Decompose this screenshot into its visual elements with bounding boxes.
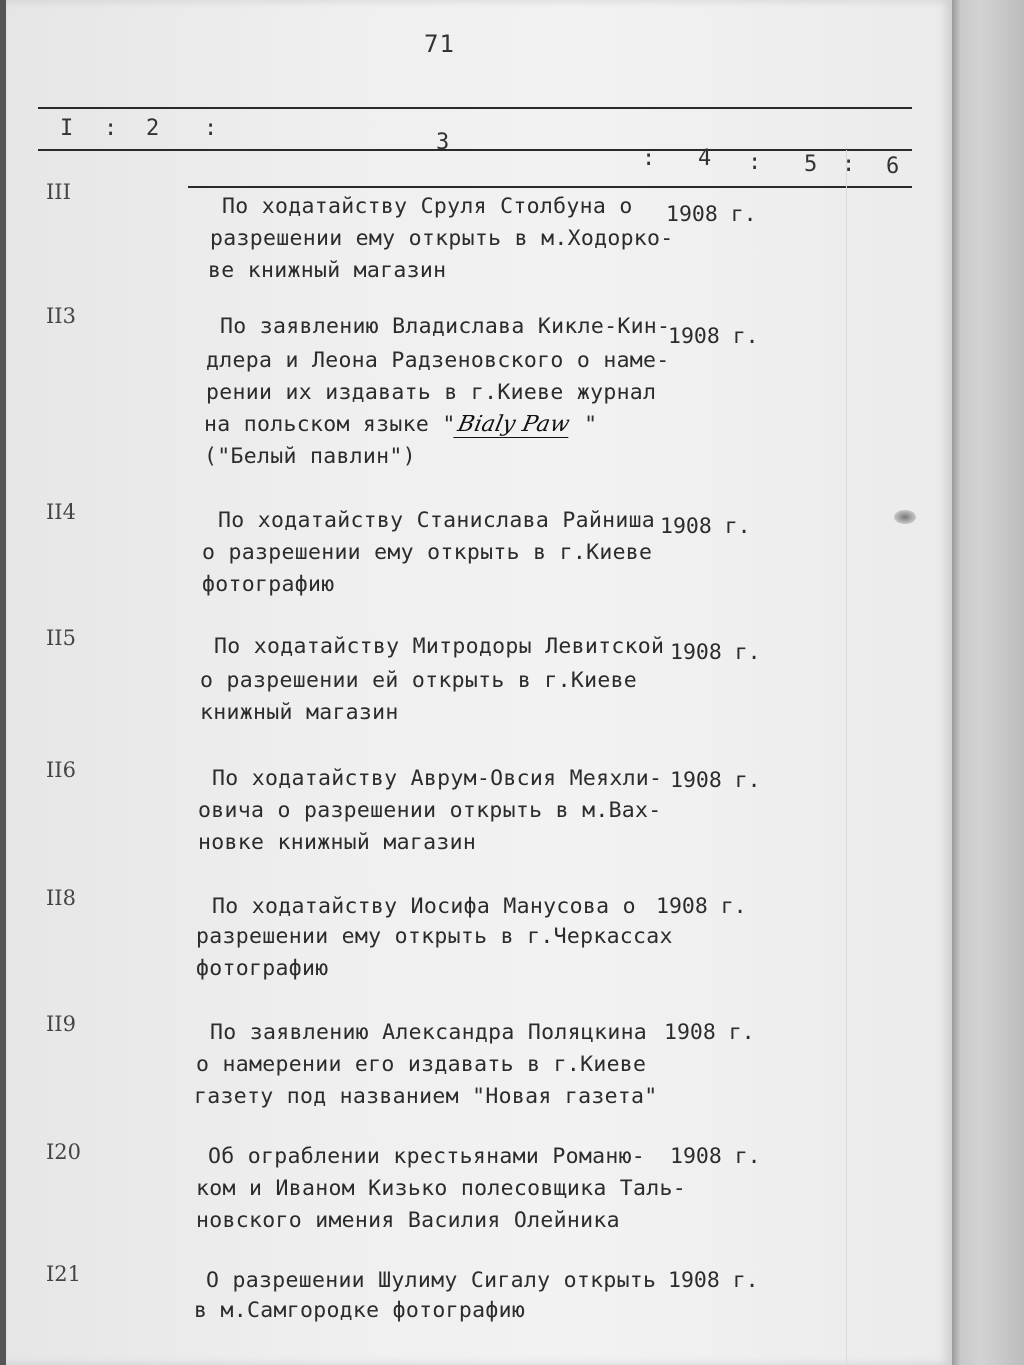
entry-year: 1908 г. — [666, 202, 757, 227]
entry-number: II9 — [46, 1012, 76, 1036]
entry-text-line: разрешении ему открыть в м.Ходорко- — [210, 226, 674, 251]
header-rule-under — [188, 186, 912, 188]
column-separator: : — [748, 150, 762, 175]
entry-text-line: По ходатайству Митродоры Левитской — [214, 634, 665, 659]
entry-number: II4 — [46, 500, 76, 524]
entry-text-line: О разрешении Шулиму Сигалу открыть — [206, 1268, 657, 1293]
entry-text-line: фотографию — [202, 572, 335, 597]
entry-text-line: новке книжный магазин — [198, 830, 477, 855]
header-rule-top — [38, 107, 912, 109]
entry-text-line: овича о разрешении открыть в м.Вах- — [198, 798, 662, 823]
entry-number: II8 — [46, 886, 76, 910]
entry-text-line: новского имения Василия Олейника — [196, 1208, 620, 1233]
entry-text-line: Об ограблении крестьянами Романю- — [208, 1144, 646, 1169]
header-rule-bottom — [38, 149, 912, 151]
entry-year: 1908 г. — [656, 894, 747, 919]
page-number: 71 — [424, 30, 455, 58]
entry-text-line: По ходатайству Станислава Райниша — [218, 508, 656, 533]
column-separator: : — [104, 116, 118, 141]
entry-text-line: По заявлению Владислава Кикле-Кин- — [220, 314, 671, 339]
entry-number: I21 — [46, 1262, 82, 1286]
entry-text-line: фотографию — [196, 956, 329, 981]
entry-text-line: о разрешении ему открыть в г.Киеве — [202, 540, 653, 565]
ink-smudge — [894, 510, 916, 524]
entry-year: 1908 г. — [670, 768, 761, 793]
entry-text-line: разрешении ему открыть в г.Черкассах — [196, 924, 673, 949]
column-header-2: 2 — [146, 116, 160, 141]
entry-year: 1908 г. — [670, 640, 761, 665]
entry-year: 1908 г. — [660, 514, 751, 539]
entry-text-line — [204, 412, 597, 438]
entry-text-line: ("Белый павлин") — [204, 444, 416, 469]
entry-number: I20 — [46, 1140, 82, 1164]
column-separator: : — [642, 146, 656, 171]
document-page — [6, 0, 952, 1365]
column-separator: : — [204, 116, 218, 141]
entry-text-line: По ходатайству Аврум-Овсия Меяхли- — [212, 766, 663, 791]
column-header-6: 6 — [886, 154, 900, 179]
entry-year: 1908 г. — [668, 324, 759, 349]
column-header-1: I — [60, 116, 74, 141]
entry-number: II3 — [46, 304, 76, 328]
entry-year: 1908 г. — [668, 1268, 759, 1293]
entry-text-line: о намерении его издавать в г.Киеве — [196, 1052, 647, 1077]
column-divider — [846, 150, 847, 1365]
entry-text-line: книжный магазин — [200, 700, 399, 725]
entry-text-line: ком и Иваном Кизько полесовщика Таль- — [196, 1176, 687, 1201]
entry-year: 1908 г. — [670, 1144, 761, 1169]
column-separator: : — [842, 152, 856, 177]
entry-year: 1908 г. — [664, 1020, 755, 1045]
entry-text-line: По ходатайству Сруля Столбуна о — [222, 194, 633, 219]
entry-text-line: газету под названием "Новая газета" — [194, 1084, 658, 1109]
entry-text-line: о разрешении ей открыть в г.Киеве — [200, 668, 638, 693]
column-header-3: 3 — [436, 130, 450, 155]
entry-text-line: в м.Самгородке фотографию — [194, 1298, 526, 1323]
page-stack-edge — [952, 0, 1024, 1365]
handwritten-title: Bialy Paw — [453, 412, 574, 438]
entry-text-line: рении их издавать в г.Киеве журнал — [206, 380, 657, 405]
entry-text-line: ве книжный магазин — [208, 258, 447, 283]
entry-text-line: длера и Леона Радзеновского о наме- — [206, 348, 670, 373]
entry-number: II5 — [46, 626, 76, 650]
entry-text-line: По заявлению Александра Поляцкина — [210, 1020, 648, 1045]
entry-number: II6 — [46, 758, 76, 782]
entry-text-fragment: " — [584, 412, 598, 437]
entry-text-line: По ходатайству Иосифа Манусова о — [212, 894, 636, 919]
column-header-4: 4 — [698, 146, 712, 171]
entry-number: III — [46, 180, 71, 204]
column-header-5: 5 — [804, 152, 818, 177]
entry-text-fragment: на польском языке " — [204, 412, 456, 437]
